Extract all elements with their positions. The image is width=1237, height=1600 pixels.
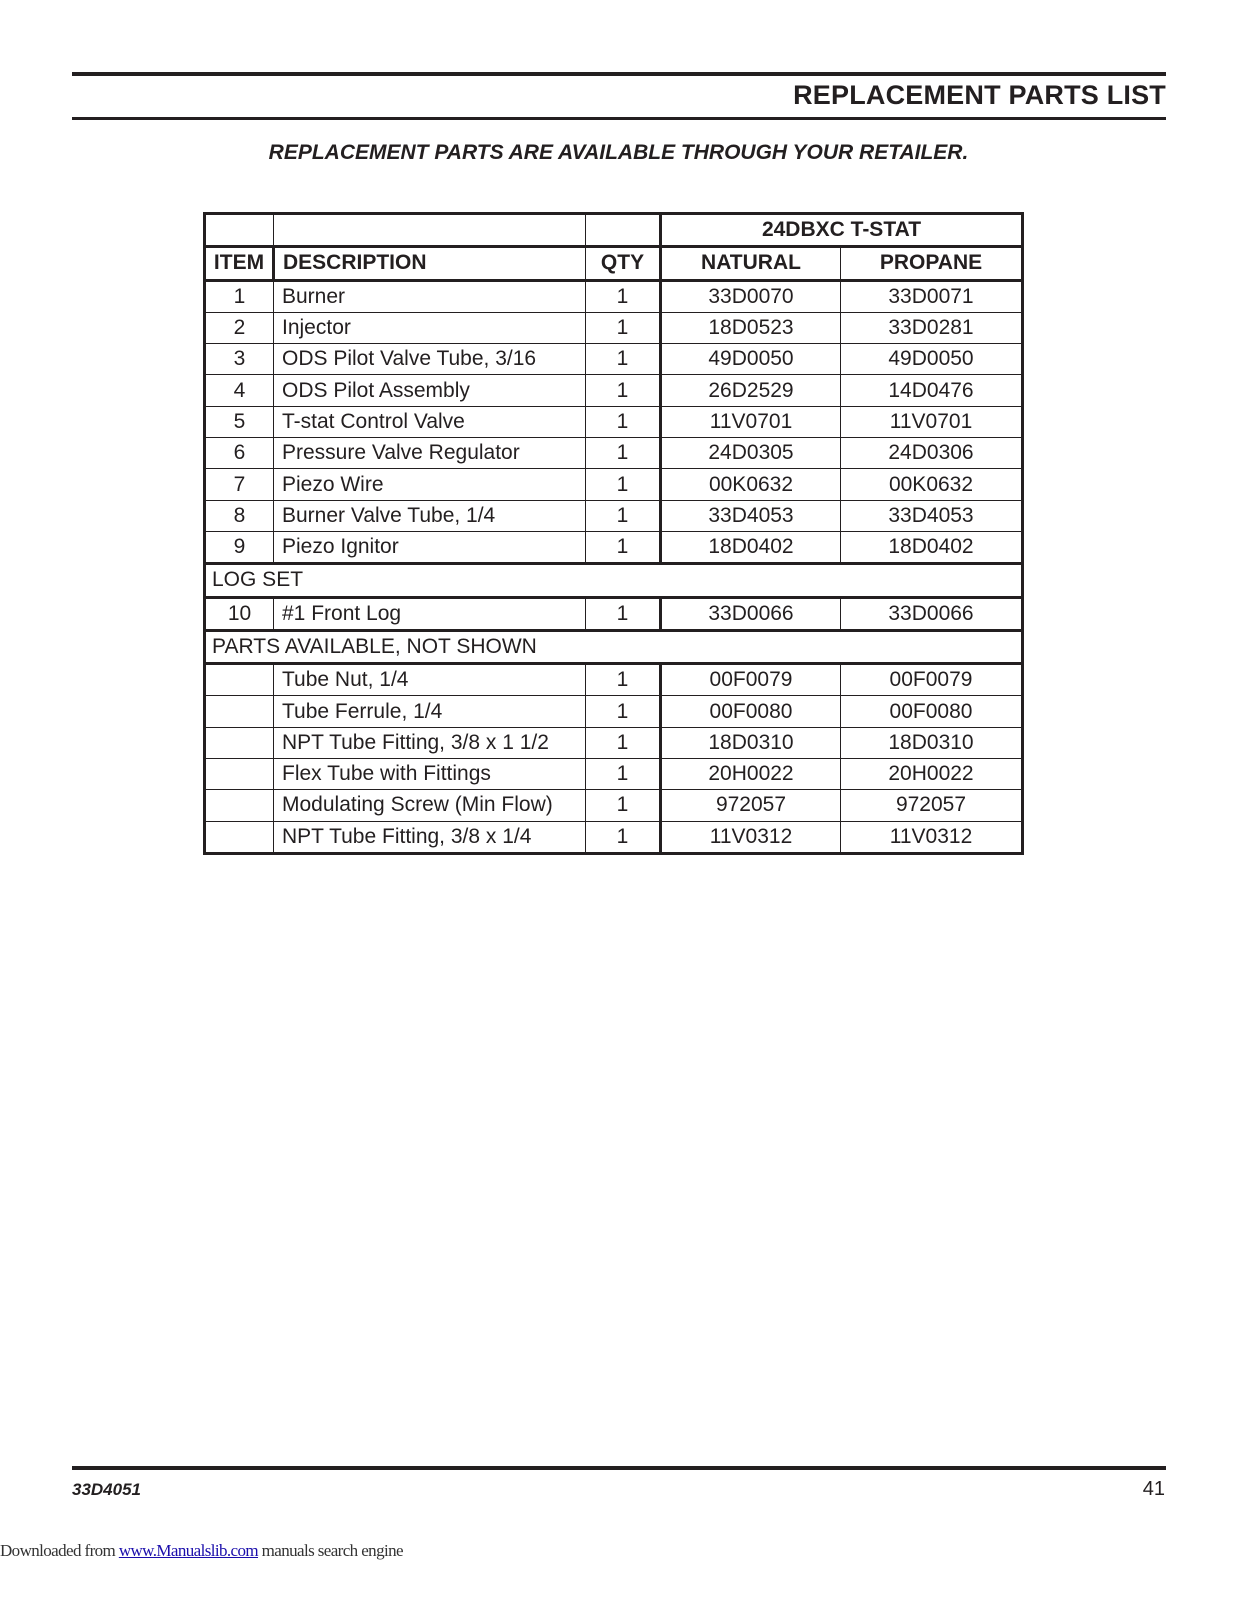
page-title: REPLACEMENT PARTS LIST xyxy=(793,80,1166,110)
document-number: 33D4051 xyxy=(72,1480,142,1499)
cell-qty: 1 xyxy=(586,375,661,406)
blank-header-cell xyxy=(586,214,661,247)
cell-qty: 1 xyxy=(586,597,661,630)
cell-item: 6 xyxy=(205,438,274,469)
cell-propane-part: 14D0476 xyxy=(841,375,1023,406)
cell-description: Tube Ferrule, 1/4 xyxy=(274,696,586,727)
cell-qty: 1 xyxy=(586,790,661,821)
cell-propane-part: 33D0281 xyxy=(841,312,1023,343)
page-number: 41 xyxy=(1142,1478,1165,1500)
table-row xyxy=(205,469,1023,500)
table-row xyxy=(205,790,1023,821)
cell-natural-part: 33D0066 xyxy=(661,597,841,630)
cell-propane-part: 33D0071 xyxy=(841,280,1023,312)
cell-item xyxy=(205,696,274,727)
cell-qty: 1 xyxy=(586,344,661,375)
download-notice xyxy=(0,1541,403,1561)
cell-qty: 1 xyxy=(586,727,661,758)
table-row xyxy=(205,696,1023,727)
cell-description: ODS Pilot Valve Tube, 3/16 xyxy=(274,344,586,375)
table-row xyxy=(205,821,1023,853)
cell-propane-part: 18D0310 xyxy=(841,727,1023,758)
section-label-log-set: LOG SET xyxy=(205,564,1023,597)
cell-item xyxy=(205,821,274,853)
cell-propane-part: 00F0079 xyxy=(841,664,1023,696)
cell-description: Tube Nut, 1/4 xyxy=(274,664,586,696)
cell-natural-part: 18D0523 xyxy=(661,312,841,343)
cell-propane-part: 24D0306 xyxy=(841,438,1023,469)
cell-description: Piezo Wire xyxy=(274,469,586,500)
blank-header-cell xyxy=(205,214,274,247)
table-column-header-row xyxy=(205,247,1023,280)
model-group-header: 24DBXC T-STAT xyxy=(661,214,1023,247)
table-row xyxy=(205,312,1023,343)
table-row xyxy=(205,727,1023,758)
cell-propane-part: 972057 xyxy=(841,790,1023,821)
cell-propane-part: 11V0701 xyxy=(841,406,1023,437)
cell-item: 8 xyxy=(205,500,274,531)
cell-item: 10 xyxy=(205,597,274,630)
header-rule-top xyxy=(72,72,1166,76)
cell-propane-part: 33D0066 xyxy=(841,597,1023,630)
cell-description: Burner Valve Tube, 1/4 xyxy=(274,500,586,531)
cell-item: 7 xyxy=(205,469,274,500)
cell-propane-part: 49D0050 xyxy=(841,344,1023,375)
section-row xyxy=(205,630,1023,663)
cell-qty: 1 xyxy=(586,280,661,312)
cell-qty: 1 xyxy=(586,664,661,696)
cell-natural-part: 18D0310 xyxy=(661,727,841,758)
section-label-not-shown: PARTS AVAILABLE, NOT SHOWN xyxy=(205,630,1023,663)
cell-natural-part: 33D4053 xyxy=(661,500,841,531)
table-row xyxy=(205,375,1023,406)
cell-item: 4 xyxy=(205,375,274,406)
cell-item xyxy=(205,664,274,696)
cell-description: ODS Pilot Assembly xyxy=(274,375,586,406)
cell-natural-part: 00F0080 xyxy=(661,696,841,727)
cell-natural-part: 00F0079 xyxy=(661,664,841,696)
blank-header-cell xyxy=(274,214,586,247)
cell-natural-part: 33D0070 xyxy=(661,280,841,312)
cell-propane-part: 20H0022 xyxy=(841,759,1023,790)
col-header-natural: NATURAL xyxy=(661,247,841,280)
cell-natural-part: 49D0050 xyxy=(661,344,841,375)
cell-natural-part: 20H0022 xyxy=(661,759,841,790)
table-row xyxy=(205,664,1023,696)
cell-propane-part: 00K0632 xyxy=(841,469,1023,500)
cell-description: Injector xyxy=(274,312,586,343)
table-row xyxy=(205,406,1023,437)
cell-natural-part: 11V0312 xyxy=(661,821,841,853)
col-header-qty: QTY xyxy=(586,247,661,280)
cell-qty: 1 xyxy=(586,312,661,343)
cell-qty: 1 xyxy=(586,821,661,853)
cell-item xyxy=(205,727,274,758)
cell-natural-part: 24D0305 xyxy=(661,438,841,469)
cell-natural-part: 26D2529 xyxy=(661,375,841,406)
cell-item: 3 xyxy=(205,344,274,375)
section-row xyxy=(205,564,1023,597)
table-group-header-row xyxy=(205,214,1023,247)
cell-description: NPT Tube Fitting, 3/8 x 1/4 xyxy=(274,821,586,853)
table-row xyxy=(205,759,1023,790)
cell-item: 9 xyxy=(205,531,274,563)
table-row xyxy=(205,280,1023,312)
col-header-propane: PROPANE xyxy=(841,247,1023,280)
cell-item: 2 xyxy=(205,312,274,343)
cell-propane-part: 33D4053 xyxy=(841,500,1023,531)
table-row xyxy=(205,500,1023,531)
header-rule-bottom xyxy=(72,117,1166,120)
cell-natural-part: 972057 xyxy=(661,790,841,821)
col-header-description: DESCRIPTION xyxy=(274,247,586,280)
col-header-item: ITEM xyxy=(205,247,274,280)
cell-description: Burner xyxy=(274,280,586,312)
cell-description: Piezo Ignitor xyxy=(274,531,586,563)
manualslib-link[interactable]: www.Manualslib.com xyxy=(118,1541,259,1560)
cell-qty: 1 xyxy=(586,759,661,790)
cell-description: #1 Front Log xyxy=(274,597,586,630)
table-row xyxy=(205,344,1023,375)
download-suffix: manuals search engine xyxy=(258,1541,403,1560)
cell-item: 5 xyxy=(205,406,274,437)
table-row xyxy=(205,597,1023,630)
cell-qty: 1 xyxy=(586,469,661,500)
cell-natural-part: 00K0632 xyxy=(661,469,841,500)
cell-qty: 1 xyxy=(586,500,661,531)
cell-item: 1 xyxy=(205,280,274,312)
table-row xyxy=(205,438,1023,469)
cell-description: T-stat Control Valve xyxy=(274,406,586,437)
cell-item xyxy=(205,790,274,821)
page-subtitle: REPLACEMENT PARTS ARE AVAILABLE THROUGH YOUR RETAILER. xyxy=(268,141,969,164)
cell-item xyxy=(205,759,274,790)
table-row xyxy=(205,531,1023,563)
cell-qty: 1 xyxy=(586,531,661,563)
replacement-parts-table xyxy=(203,212,1024,855)
cell-propane-part: 00F0080 xyxy=(841,696,1023,727)
cell-qty: 1 xyxy=(586,406,661,437)
cell-natural-part: 18D0402 xyxy=(661,531,841,563)
cell-qty: 1 xyxy=(586,438,661,469)
cell-description: Flex Tube with Fittings xyxy=(274,759,586,790)
cell-qty: 1 xyxy=(586,696,661,727)
cell-propane-part: 11V0312 xyxy=(841,821,1023,853)
cell-propane-part: 18D0402 xyxy=(841,531,1023,563)
cell-description: Modulating Screw (Min Flow) xyxy=(274,790,586,821)
cell-description: Pressure Valve Regulator xyxy=(274,438,586,469)
cell-natural-part: 11V0701 xyxy=(661,406,841,437)
footer-rule xyxy=(72,1466,1166,1470)
download-prefix: Downloaded from xyxy=(0,1541,119,1560)
cell-description: NPT Tube Fitting, 3/8 x 1 1/2 xyxy=(274,727,586,758)
